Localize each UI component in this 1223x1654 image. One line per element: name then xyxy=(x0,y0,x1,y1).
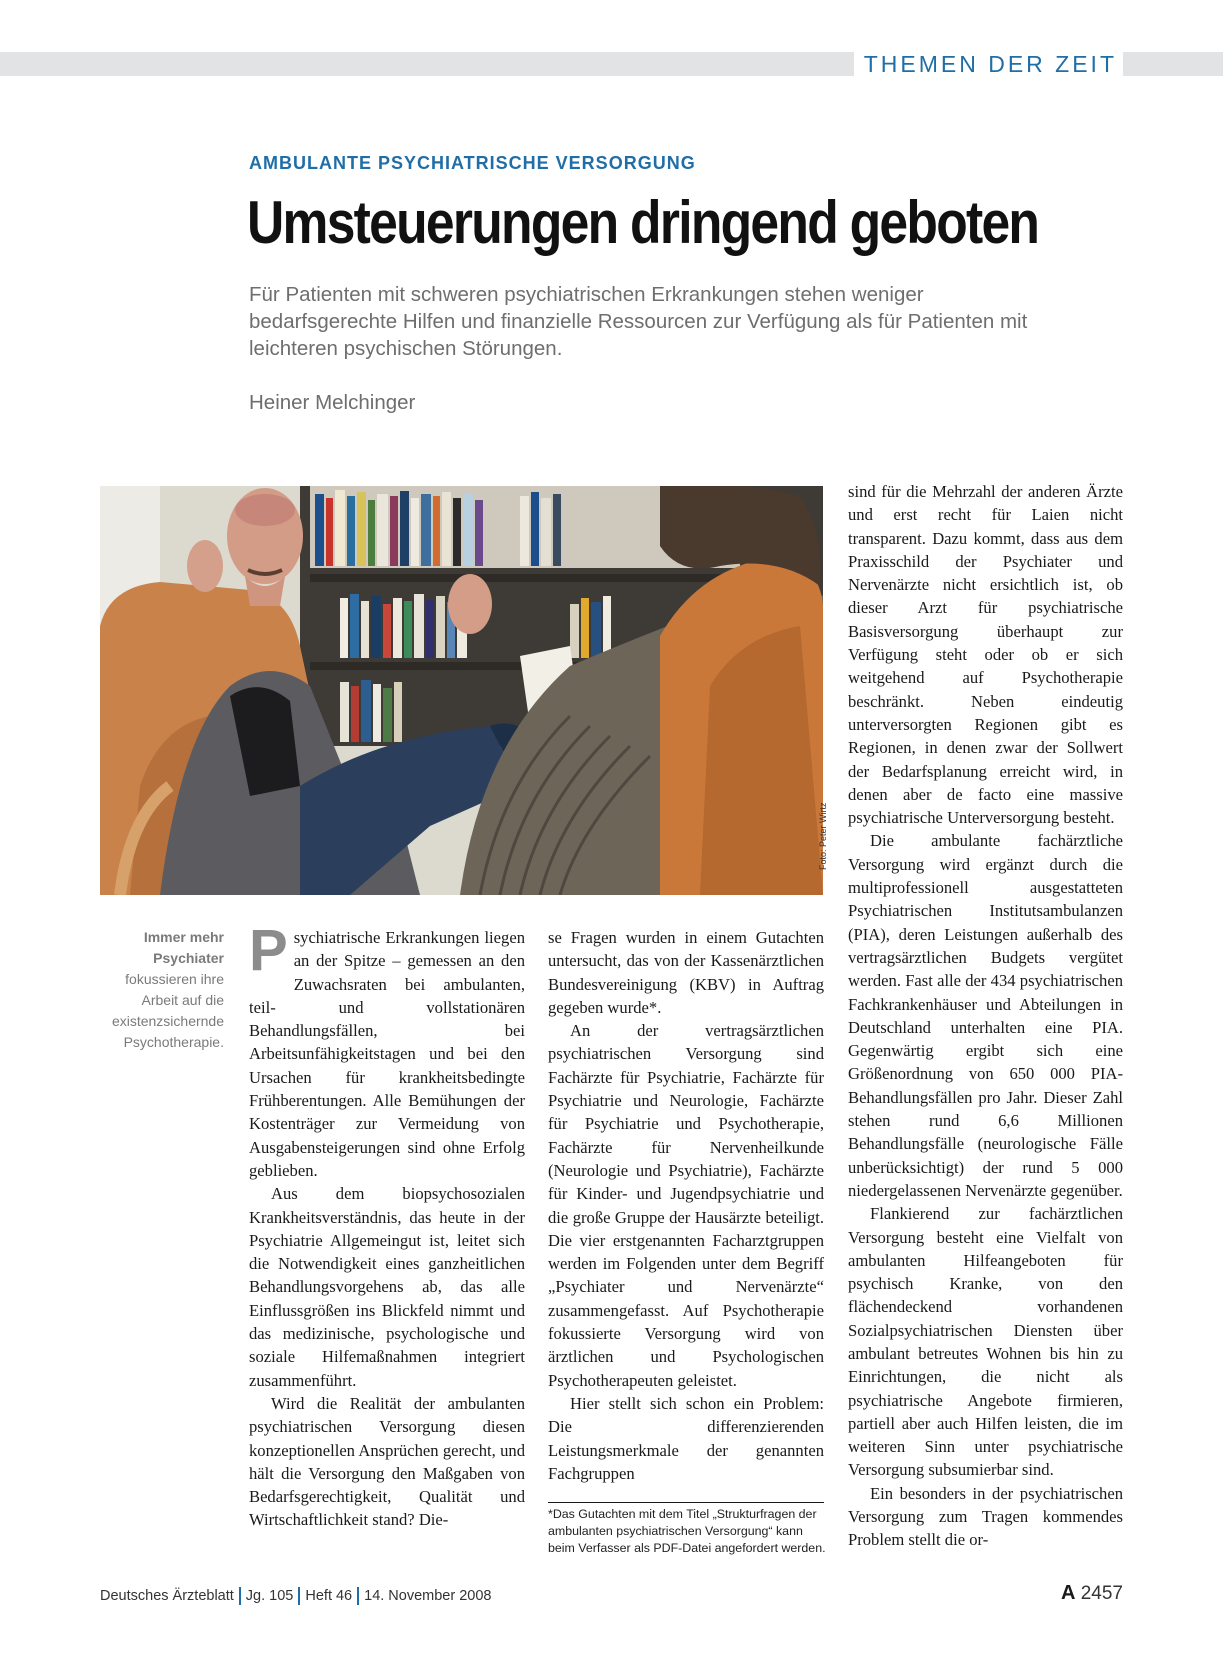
paragraph: Ein besonders in der psychiatrischen Versorgung zum Tragen kommendes Problem stellt die or- xyxy=(848,1483,1123,1550)
footer-separator xyxy=(239,1587,241,1605)
paragraph: Flankierend zur fachärztlichen Versorgung besteht eine Vielfalt von ambulanten Hilfeangeboten für psychisch Kranke, von den flächendeckend vorhandenen Sozialpsychiatrischen Diensten über ambulant betreutes Wohnen bis hin zu Einrichtungen, die nicht als psychiatrische Angebote firmieren, partiell aber auch Hilfen leisten, die im weiteren Sinn unter psychiatrische Versorgung subsumierbar sind. xyxy=(848,1204,1123,1480)
journal-date: 14. November 2008 xyxy=(364,1588,492,1604)
paragraph: Die ambulante fachärztliche Versorgung wird ergänzt durch die multiprofessionell ausgestatteten Psychiatrischen Institutsambulanzen (PIA), deren Leistungen außerhalb des vertragsärztlichen Budgets vergütet werden. Fast alle der 434 psychiatrischen Fachkrankenhäuser und Abteilungen in Deutschland unterhalten eine PIA. Gegenwärtig ergibt sich eine Größenordnung von 650 000 PIA-Behandlungsfällen pro Jahr. Dieser Zahl stehen rund 6,6 Millionen Behandlungsfälle (neurologische Fälle unberücksichtigt) der rund 5 000 niedergelassenen Nervenärzte gegenüber. xyxy=(848,831,1123,1200)
paragraph: sind für die Mehrzahl der anderen Ärzte und erst recht für Laien nicht transparent. Dazu kommt, dass aus dem Praxisschild der Psychiater und Nervenärzte nicht ersichtlich ist, ob dieser Arzt für psychiatrische Basisversorgung überhaupt zur Verfügung steht oder ob er sich weitgehend auf Psychotherapie beschränkt. Neben eindeutig unterversorgten Regionen gibt es Regionen, in denen zwar der Sollwert der Bedarfsplanung erreicht wird, in denen aber de facto eine massive psychiatrische Unterversorgung besteht. xyxy=(848,482,1123,828)
paragraph: Wird die Realität der ambulanten psychiatrischen Versorgung diesen konzeptionellen Ansprüchen gerecht, und hält die Versorgung den Maßgaben von Bedarfsgerechtigkeit, Qualität und Wirtschaftlichkeit stand? Die- xyxy=(249,1393,525,1530)
journal-name: Deutsches Ärzteblatt xyxy=(100,1588,234,1604)
section-label: THEMEN DER ZEIT xyxy=(854,50,1123,78)
article-lead: Für Patienten mit schweren psychiatrischen Erkrankungen stehen weniger bedarfsgerechte Hilfen und finanzielle Ressourcen zur Verfügung als für Patienten mit leichteren psychischen Störungen. xyxy=(249,283,1028,360)
footer-separator xyxy=(357,1587,359,1605)
article-column-2 xyxy=(548,926,824,1485)
paragraph: Aus dem biopsychosozialen Krankheitsverständnis, das heute in der Psychiatrie Allgemeingut ist, leitet sich die Notwendigkeit eines ganzheitlichen Behandlungsvorgehens ab, das alle Einflussgrößen ins Blickfeld nimmt und das medizinische, psychologische und soziale Hilfemaßnahmen integriert zusammenführt. xyxy=(249,1184,525,1390)
footer-separator xyxy=(298,1587,300,1605)
paragraph: Hier stellt sich schon ein Problem: Die differenzierenden Leistungsmerkmale der genannten Fachgruppen xyxy=(548,1393,824,1483)
drop-cap: P xyxy=(249,918,288,983)
caption-bold: Immer mehr Psychiater xyxy=(143,929,224,966)
page-prefix: A xyxy=(1060,1582,1076,1604)
article-column-1 xyxy=(249,918,525,1532)
footnote-rule xyxy=(548,1502,824,1503)
page-number xyxy=(1061,1582,1123,1605)
page-number-value: 2457 xyxy=(1080,1583,1123,1604)
article-author: Heiner Melchinger xyxy=(249,391,416,414)
page-footer xyxy=(100,1587,491,1605)
caption-text: fokussieren ihre Arbeit auf die existenzsichernde Psychotherapie. xyxy=(111,971,224,1050)
article-column-3 xyxy=(848,480,1123,1552)
journal-volume: Jg. 105 xyxy=(245,1588,294,1604)
journal-issue: Heft 46 xyxy=(305,1588,353,1604)
photo-credit: Foto: Peter Wirtz xyxy=(818,802,828,870)
paragraph: se Fragen wurden in einem Gutachten untersucht, das von der Kassenärztlichen Bundesvereinigung (KBV) in Auftrag gegeben wurde*. xyxy=(548,928,824,1017)
article-kicker: AMBULANTE PSYCHIATRISCHE VERSORGUNG xyxy=(249,153,696,173)
paragraph: An der vertragsärztlichen psychiatrischen Versorgung sind Fachärzte für Psychiatrie, Fachärzte für Psychiatrie und Neurologie, Fachärzte für Psychiatrie und Psychotherapie, Fachärzte für Nervenheilkunde (Neurologie und Psychiatrie), Fachärzte für Kinder- und Jugendpsychiatrie und die große Gruppe der Hausärzte beteiligt. Die vier erstgenannten Facharztgruppen werden im Folgenden unter dem Begriff „Psychiater und Nervenärzte“ zusammengefasst. Auf Psychotherapie fokussierte Versorgung wird von ärztlichen und Psychologischen Psychotherapeuten geleistet. xyxy=(548,1021,824,1390)
photo-caption xyxy=(104,927,224,1053)
footnote: *Das Gutachten mit dem Titel „Strukturfragen der ambulanten psychiatrischen Versorgung“ kann beim Verfasser als PDF-Datei angefordert werden. xyxy=(548,1507,826,1555)
paragraph: Psychiatrische Erkrankungen liegen an der Spitze – gemessen an den Zuwachsraten bei ambulanten, teil- und vollstationären Behandlungsfällen, bei Arbeitsunfähigkeitstagen und bei den Ursachen für krankheitsbedingte Frühberentungen. Alle Bemühungen der Kostenträger zur Vermeidung von Ausgabensteigerungen sind ohne Erfolg geblieben. xyxy=(249,918,525,1180)
article-photo xyxy=(100,486,823,895)
psychiatrist-session-illustration xyxy=(100,486,823,895)
article-headline: Umsteuerungen dringend geboten xyxy=(247,189,1039,256)
